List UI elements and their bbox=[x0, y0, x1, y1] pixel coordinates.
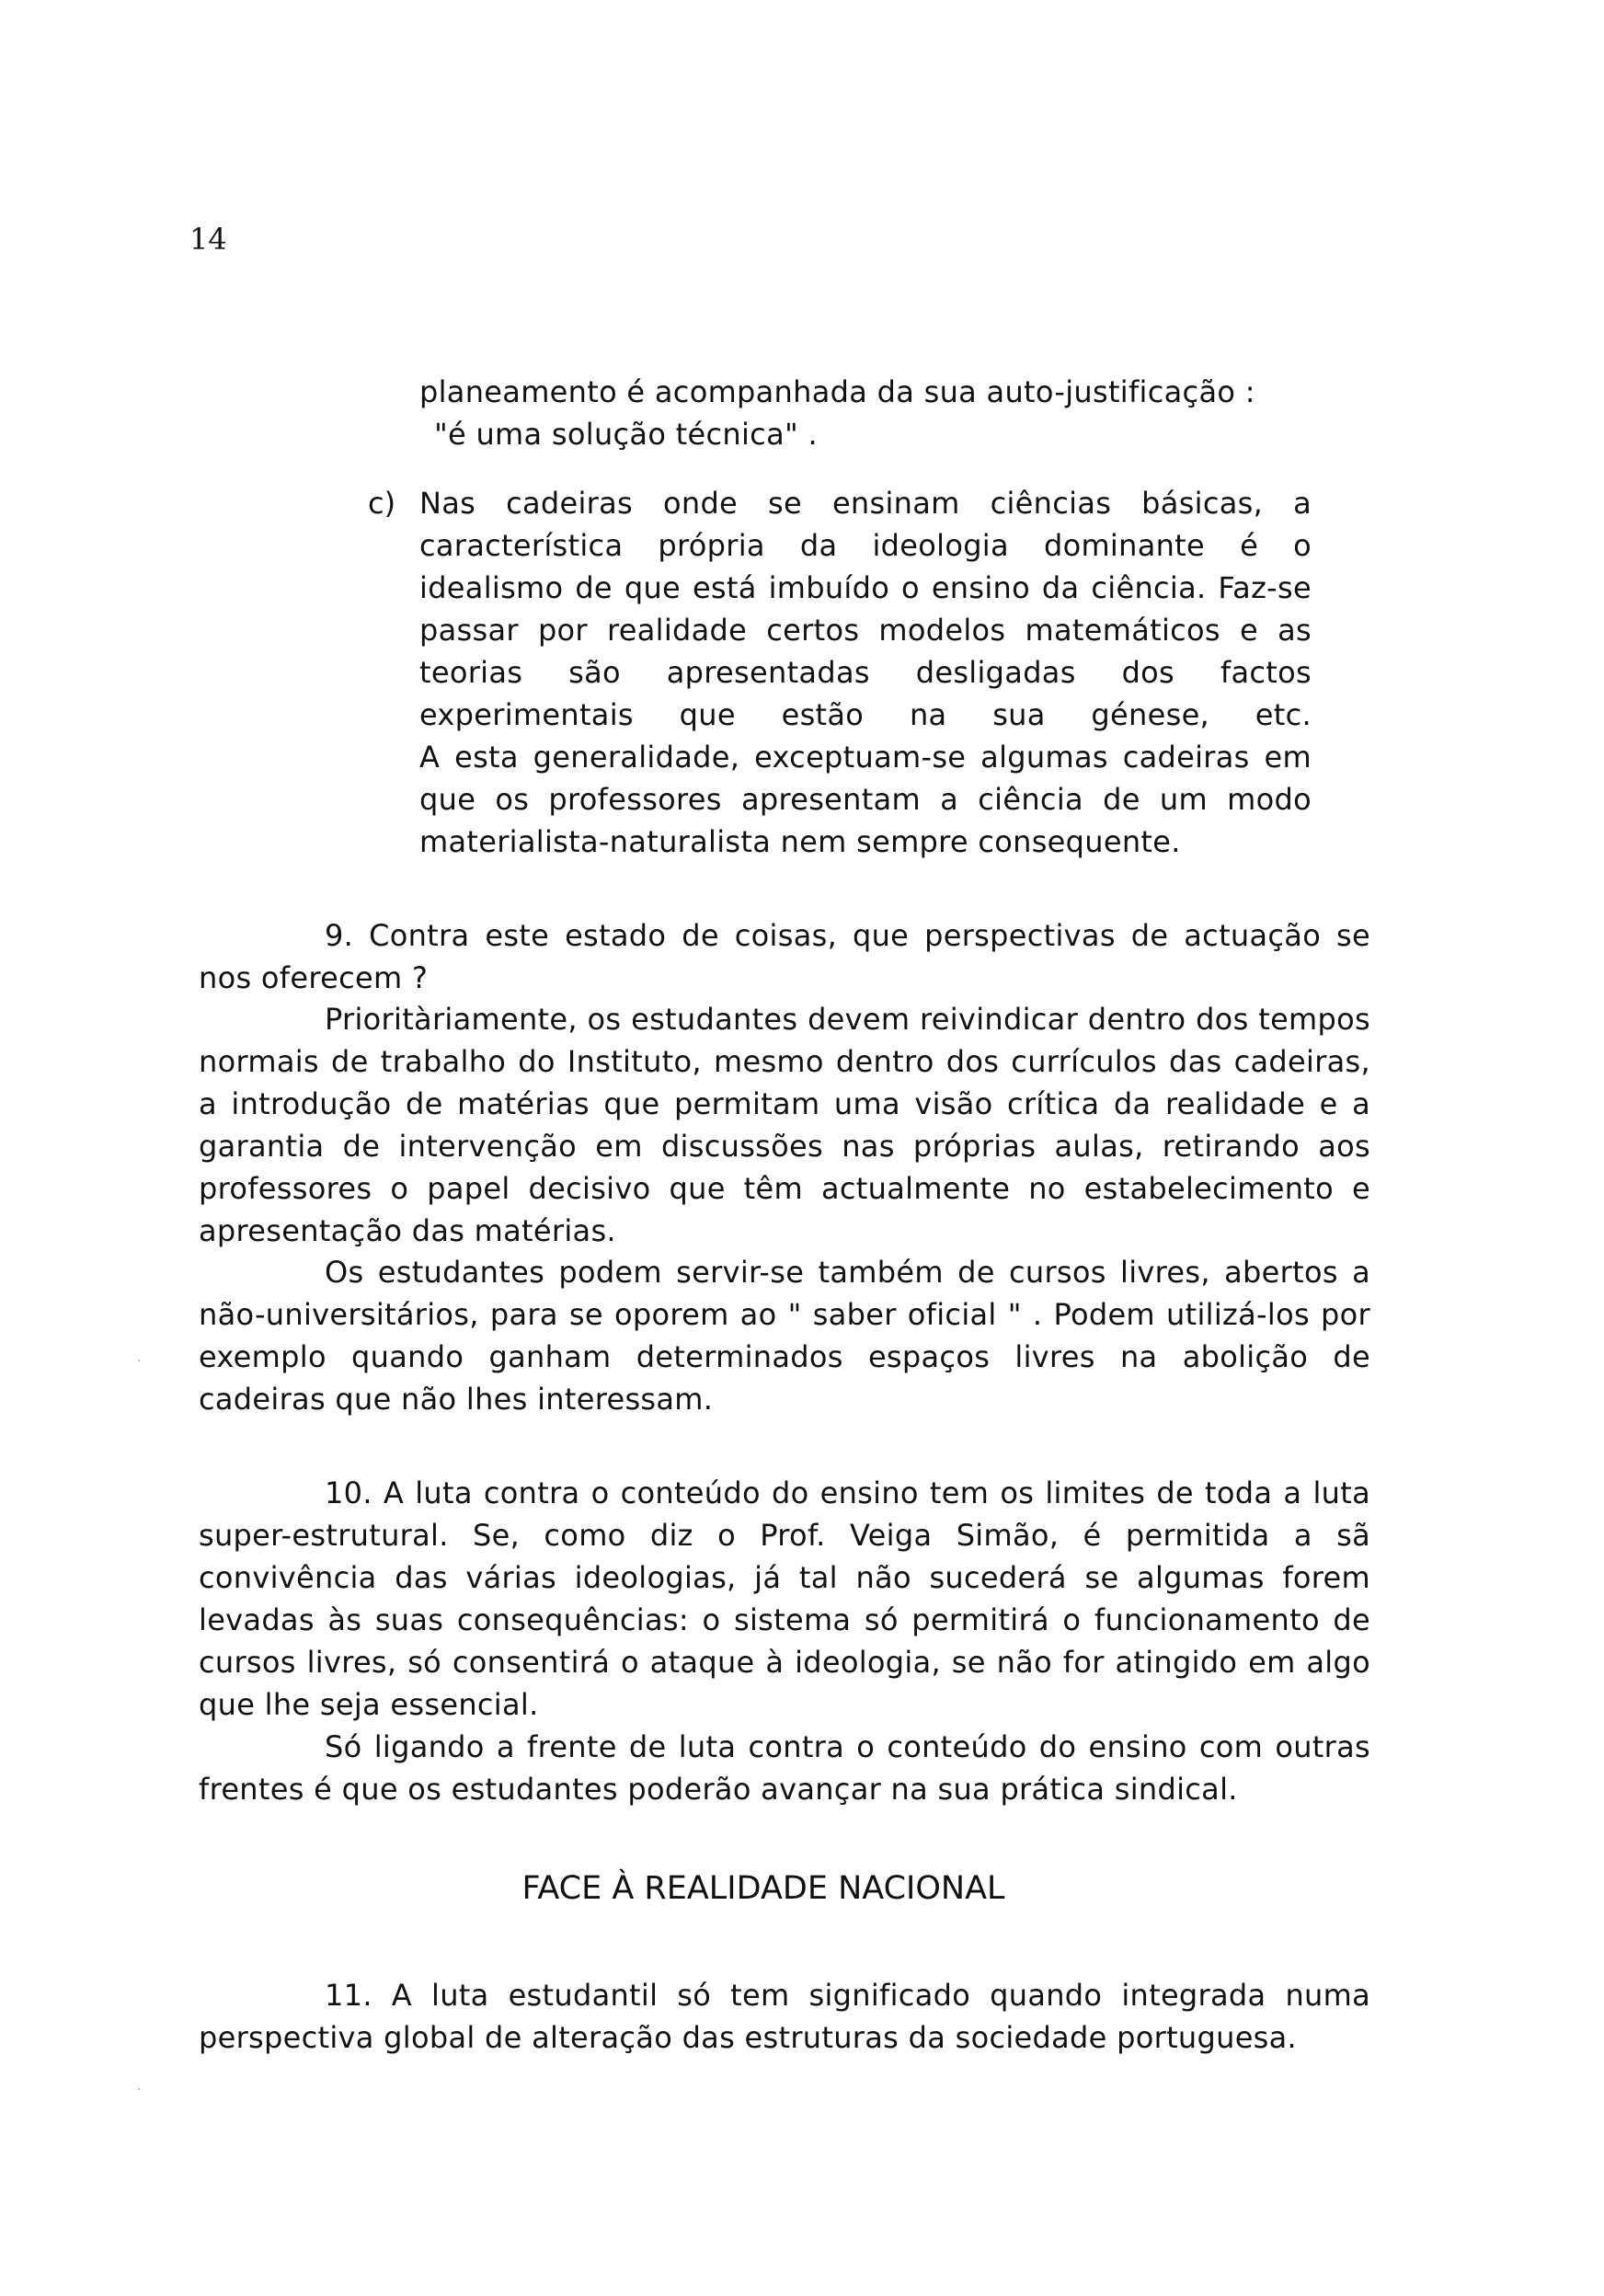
section-9-paragraph-1: 9. Contra este estado de coisas, que perspectivas de actuação se nos oferecem ? bbox=[199, 918, 1370, 995]
section-heading: FACE À REALIDADE NACIONAL bbox=[521, 1870, 1005, 1907]
section-9-paragraph-3: Os estudantes podem servir-se também de cursos livres, abertos a não-universitários, para se oporem ao " saber oficial " . Podem utilizá-los por exemplo quando ganham determinados espaços livres na abolição de cadeiras que não lhes interessam. bbox=[199, 1255, 1370, 1417]
section-9-paragraph-2: Prioritàriamente, os estudantes devem reivindicar dentro dos tempos normais de trabalho do Instituto, mesmo dentro dos currículos das cadeiras, a introdução de matérias que permitam uma visão crítica da realidade e a garantia de intervenção em discussões nas próprias aulas, retirando aos professores o papel decisivo que têm actualmente no estabelecimento e apresentação das matérias. bbox=[199, 1002, 1370, 1248]
item-c-paragraph-2: A esta generalidade, exceptuam-se algumas cadeiras em que os professores apresentam a ciência de um modo materialista-naturalista nem sempre consequente. bbox=[419, 740, 1312, 859]
scan-speck bbox=[138, 1360, 140, 1361]
item-c-paragraph: Nas cadeiras onde se ensinam ciências básicas, a característica própria da ideologia dominante é o idealismo de que está imbuído o ensino da ciência. Faz-se passar por realidade certos modelos matemáticos e as teorias são apresentadas desligadas dos factos experimentais que estão na sua génese, etc. bbox=[419, 486, 1312, 732]
section-10-paragraph-1: 10. A luta contra o conteúdo do ensino tem os limites de toda a luta super-estrutural. Se, como diz o Prof. Veiga Simão, é permitida a sã convivência das várias ideologias, já tal não sucederá se algumas forem levadas às suas consequências: o sistema só permitirá o funcionamento de cursos livres, só consentirá o ataque à ideologia, se não for atingido em algo que lhe seja essencial. bbox=[199, 1475, 1370, 1722]
page-number: 14 bbox=[189, 222, 227, 257]
intro-line-1: planeamento é acompanhada da sua auto-justificação : bbox=[419, 374, 1255, 409]
scan-speck bbox=[138, 2088, 140, 2090]
section-11-paragraph-1: 11. A luta estudantil só tem significado quando integrada numa perspectiva global de alteração das estruturas da sociedade portuguesa. bbox=[199, 1978, 1370, 2055]
intro-line-2: "é uma solução técnica" . bbox=[434, 417, 818, 452]
item-c-marker: c) bbox=[368, 486, 396, 521]
section-10-paragraph-2: Só ligando a frente de luta contra o conteúdo do ensino com outras frentes é que os estudantes poderão avançar na sua prática sindical. bbox=[199, 1729, 1370, 1807]
